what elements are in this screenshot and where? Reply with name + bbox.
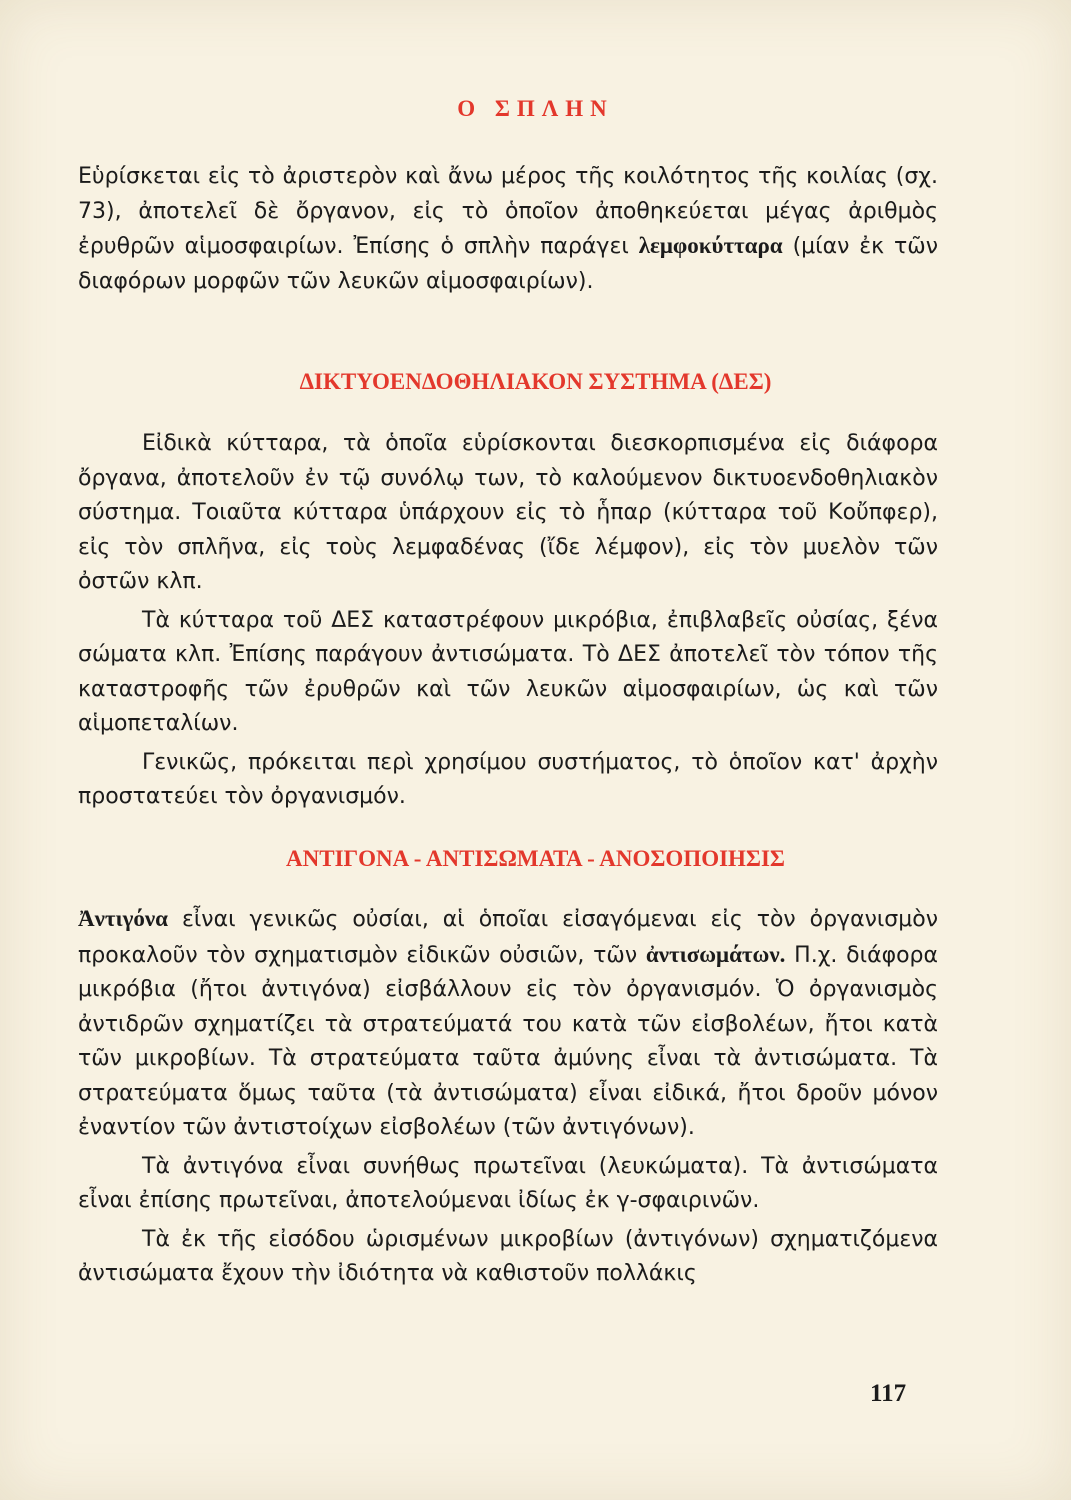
- paragraph: Τὰ κύτταρα τοῦ ΔΕΣ καταστρέφουν μικρόβια, ἐπιβλαβεῖς οὐσίας, ξένα σώματα κλπ. Ἐπίσης παράγουν ἀντισώματα. Τὸ ΔΕΣ ἀποτελεῖ τὸν τόπον τῆς καταστροφῆς τῶν ἐρυθρῶν καὶ τῶν λευκῶν αἱμοσφαιρίων, ὡς καὶ τῶν αἱμοπεταλίων.: [78, 607, 938, 736]
- paragraph-text: (μίαν ἐκ τῶν διαφόρων μορφῶν τῶν λευκῶν αἱμοσφαιρίων).: [78, 234, 939, 294]
- paragraph: [78, 902, 938, 1146]
- paragraph: Γενικῶς, πρόκειται περὶ χρησίμου συστήματος, τὸ ὁποῖον κατ' ἀρχὴν προστατεύει τὸν ὀργανισμόν.: [78, 749, 938, 809]
- page-number: 117: [870, 1380, 907, 1407]
- paragraph: Τὰ ἐκ τῆς εἰσόδου ὡρισμένων μικροβίων (ἀντιγόνων) σχηματιζόμενα ἀντισώματα ἔχουν τὴν ἰδιότητα νὰ καθιστοῦν πολλάκις: [78, 1226, 938, 1286]
- paragraph-text: εἶναι γενικῶς οὐσίαι, αἱ ὁποῖαι εἰσαγόμεναι εἰς τὸν ὀργανισμὸν προκαλοῦν τὸν σχηματισμὸν εἰδικῶν οὐσιῶν, τῶν: [78, 907, 938, 968]
- section-res-system: [78, 427, 938, 819]
- bold-term: ἀντισωμάτων.: [645, 941, 786, 967]
- bold-term: λεμφοκύτταρα: [638, 233, 783, 258]
- bold-term: Ἀντιγόνα: [78, 906, 168, 931]
- paragraph-text: Π.χ. διάφορα μικρόβια (ἤτοι ἀντιγόνα) εἰσβάλλουν εἰς τὸν ὀργανισμόν. Ὁ ὀργανισμὸς ἀντιδρῶν σχηματίζει τὰ στρατεύματά του κατὰ τῶν εἰσβολέων, ἤτοι κατὰ τῶν μικροβίων. Τὰ στρατεύματα ταῦτα ἀμύνης εἶναι τὰ ἀντισώματα. Τὰ στρατεύματα ὅμως ταῦτα (τὰ ἀντισώματα) εἶναι εἰδικά, ἤτοι δροῦν μόνον ἐναντίον τῶν ἀντιστοίχων εἰσβολέων (τῶν ἀντιγόνων).: [78, 942, 939, 1140]
- heading-spleen: Ο ΣΠΛΗΝ: [457, 96, 614, 121]
- paragraph: Εἰδικὰ κύτταρα, τὰ ὁποῖα εὑρίσκονται διεσκορπισμένα εἰς διάφορα ὄργανα, ἀποτελοῦν ἐν τῷ συνόλῳ των, τὸ καλούμενον δικτυοενδοθηλιακὸν σύστημα. Τοιαῦτα κύτταρα ὑπάρχουν εἰς τὸ ἧπαρ (κύτταρα τοῦ Κοὔπφερ), εἰς τὸν σπλῆνα, εἰς τοὺς λεμφαδένας (ἴδε λέμφον), εἰς τὸν μυελὸν τῶν ὀστῶν κλπ.: [78, 431, 938, 594]
- heading-antigens: ΑΝΤΙΓΟΝΑ - ΑΝΤΙΣΩΜΑΤΑ - ΑΝΟΣΟΠΟΙΗΣΙΣ: [286, 846, 785, 871]
- section-antigens: [78, 902, 938, 1296]
- paragraph-text: Εὑρίσκεται εἰς τὸ ἀριστερὸν καὶ ἄνω μέρος τῆς κοιλότητος τῆς κοιλίας (σχ. 73), ἀποτελεῖ δὲ ὄργανον, εἰς τὸ ὁποῖον ἀποθηκεύεται μέγας ἀριθμὸς ἐρυθρῶν αἱμοσφαιρίων. Ἐπίσης ὁ σπλὴν παράγει: [78, 164, 938, 259]
- heading-res-system: ΔΙΚΤΥΟΕΝΔΟΘΗΛΙΑΚΟΝ ΣΥΣΤΗΜΑ (ΔΕΣ): [299, 369, 772, 394]
- section-spleen: [78, 160, 938, 303]
- paragraph: [78, 160, 938, 299]
- paragraph: Τὰ ἀντιγόνα εἶναι συνήθως πρωτεῖναι (λευκώματα). Τὰ ἀντισώματα εἶναι ἐπίσης πρωτεῖναι, ἀποτελούμεναι ἰδίως ἐκ γ-σφαιρινῶν.: [78, 1153, 938, 1213]
